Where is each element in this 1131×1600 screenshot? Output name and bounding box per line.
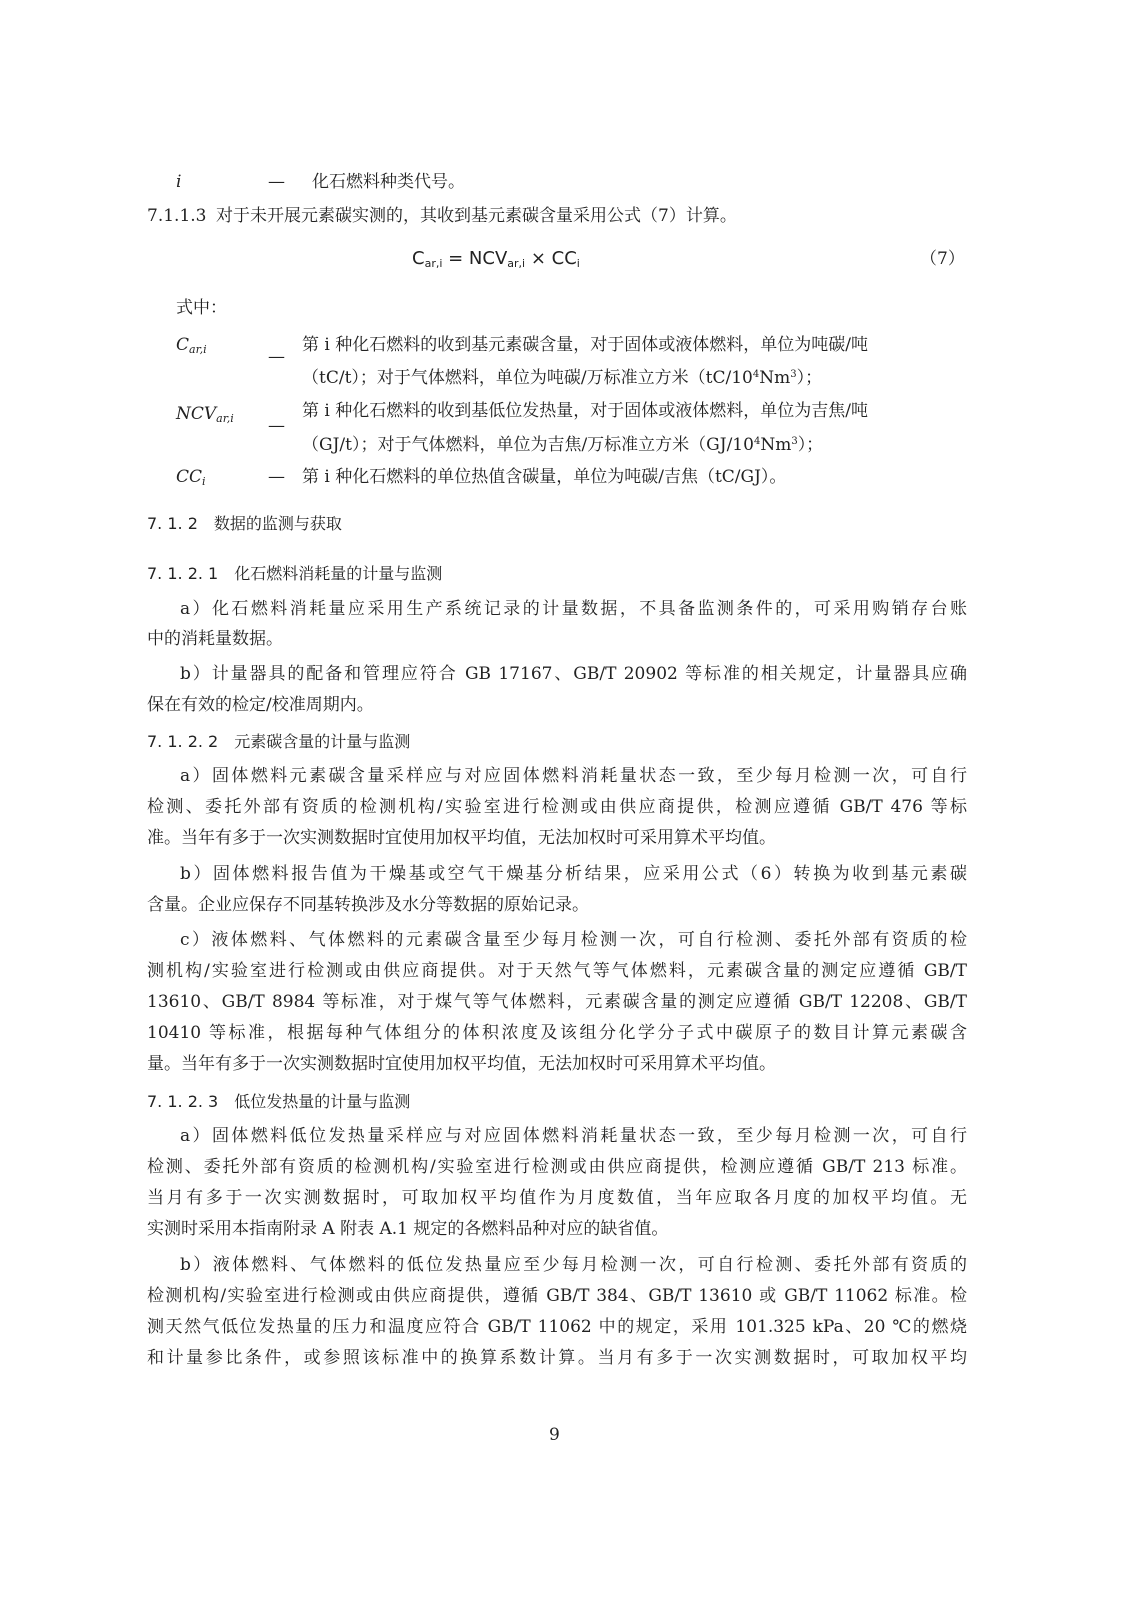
def-ncv-line2: （GJ/t）；对于气体燃料，单位为吉焦/万标准立方米$(GJ/10^4Nm^3)$； [302, 435, 824, 455]
paragraph-line: 保在有效的检定/校准周期内。 [147, 695, 374, 715]
clause-number: 7.1.1.3 [147, 206, 207, 226]
def-ncv-dash: — [268, 416, 285, 436]
def-i-dash: — [268, 172, 285, 192]
def-i-text: 化石燃料种类代号。 [312, 172, 465, 192]
def-car-dash: — [268, 347, 285, 367]
paragraph-line: a）固体燃料元素碳含量采样应与对应固体燃料消耗量状态一致，至少每月检测一次，可自行 [180, 766, 967, 786]
page-number: 9 [549, 1425, 560, 1445]
def-cc-line1: 第 i 种化石燃料的单位热值含碳量，单位为吨碳/吉焦（tC/GJ）。 [302, 467, 787, 487]
paragraph-line: 测天然气低位发热量的压力和温度应符合 GB/T 11062 中的规定，采用 101.325 kPa、20 ℃的燃烧 [147, 1317, 967, 1337]
paragraph-line: c）液体燃料、气体燃料的元素碳含量至少每月检测一次，可自行检测、委托外部有资质的检 [180, 930, 967, 950]
paragraph-line: 中的消耗量数据。 [147, 629, 283, 649]
heading-7-1-2-3: 7. 1. 2. 3 低位发热量的计量与监测 [147, 1092, 411, 1111]
def-ncv-symbol: $NCV_{ar,i}$ [176, 404, 234, 425]
paragraph-line: 检测机构/实验室进行检测或由供应商提供，遵循 GB/T 384、GB/T 13610 或 GB/T 11062 标准。检 [147, 1286, 967, 1306]
def-ncv-line1: 第 i 种化石燃料的收到基低位发热量，对于固体或液体燃料，单位为吉焦/吨 [302, 401, 868, 421]
paragraph-line: 和计量参比条件，或参照该标准中的换算系数计算。当月有多于一次实测数据时，可取加权平均 [147, 1348, 967, 1368]
where-label: 式中： [176, 298, 227, 318]
paragraph-line: 检测、委托外部有资质的检测机构/实验室进行检测或由供应商提供，检测应遵循 GB/T 476 等标 [147, 797, 967, 817]
paragraph-line: a）化石燃料消耗量应采用生产系统记录的计量数据，不具备监测条件的，可采用购销存台账 [180, 599, 967, 619]
def-cc-symbol: $CC_i$ [176, 467, 206, 488]
paragraph-line: 测机构/实验室进行检测或由供应商提供。对于天然气等气体燃料，元素碳含量的测定应遵循 GB/T [147, 961, 967, 981]
heading-7-1-2-1: 7. 1. 2. 1 化石燃料消耗量的计量与监测 [147, 564, 443, 583]
def-car-line2: （tC/t）；对于气体燃料，单位为吨碳/万标准立方米$(tC/10^4Nm^3)$； [302, 368, 823, 388]
paragraph-line: 检测、委托外部有资质的检测机构/实验室进行检测或由供应商提供，检测应遵循 GB/T 213 标准。 [147, 1157, 967, 1177]
def-i-symbol: i [176, 172, 182, 192]
paragraph-line: 13610、GB/T 8984 等标准，对于煤气等气体燃料，元素碳含量的测定应遵循 GB/T 12208、GB/T [147, 992, 967, 1012]
paragraph-line: 当月有多于一次实测数据时，可取加权平均值作为月度数值，当年应取各月度的加权平均值。无 [147, 1188, 967, 1208]
formula-number: （7） [920, 249, 965, 269]
paragraph-line: 10410 等标准，根据每种气体组分的体积浓度及该组分化学分子式中碳原子的数目计算元素碳含 [147, 1023, 967, 1043]
def-car-line1: 第 i 种化石燃料的收到基元素碳含量，对于固体或液体燃料，单位为吨碳/吨 [302, 335, 868, 355]
paragraph-line: b）液体燃料、气体燃料的低位发热量应至少每月检测一次，可自行检测、委托外部有资质的 [180, 1255, 967, 1275]
def-car-symbol: $C_{ar,i}$ [176, 335, 207, 356]
paragraph-line: b）计量器具的配备和管理应符合 GB 17167、GB/T 20902 等标准的相关规定，计量器具应确 [180, 664, 967, 684]
paragraph-line: 实测时采用本指南附录 A 附表 A.1 规定的各燃料品种对应的缺省值。 [147, 1219, 669, 1239]
formula-7: $C_{ar,i} = NCV_{ar,i} \times CC_i$ [412, 248, 580, 270]
paragraph-line: 量。当年有多于一次实测数据时宜使用加权平均值，无法加权时可采用算术平均值。 [147, 1054, 776, 1074]
heading-7-1-2: 7. 1. 2 数据的监测与获取 [147, 514, 342, 533]
clause-text: 对于未开展元素碳实测的，其收到基元素碳含量采用公式（7）计算。 [216, 206, 737, 226]
paragraph-line: 准。当年有多于一次实测数据时宜使用加权平均值，无法加权时可采用算术平均值。 [147, 828, 776, 848]
heading-7-1-2-2: 7. 1. 2. 2 元素碳含量的计量与监测 [147, 732, 411, 751]
paragraph-line: b）固体燃料报告值为干燥基或空气干燥基分析结果，应采用公式（6）转换为收到基元素碳 [180, 864, 967, 884]
paragraph-line: a）固体燃料低位发热量采样应与对应固体燃料消耗量状态一致，至少每月检测一次，可自行 [180, 1126, 967, 1146]
paragraph-line: 含量。企业应保存不同基转换涉及水分等数据的原始记录。 [147, 895, 589, 915]
def-cc-dash: — [268, 467, 285, 487]
